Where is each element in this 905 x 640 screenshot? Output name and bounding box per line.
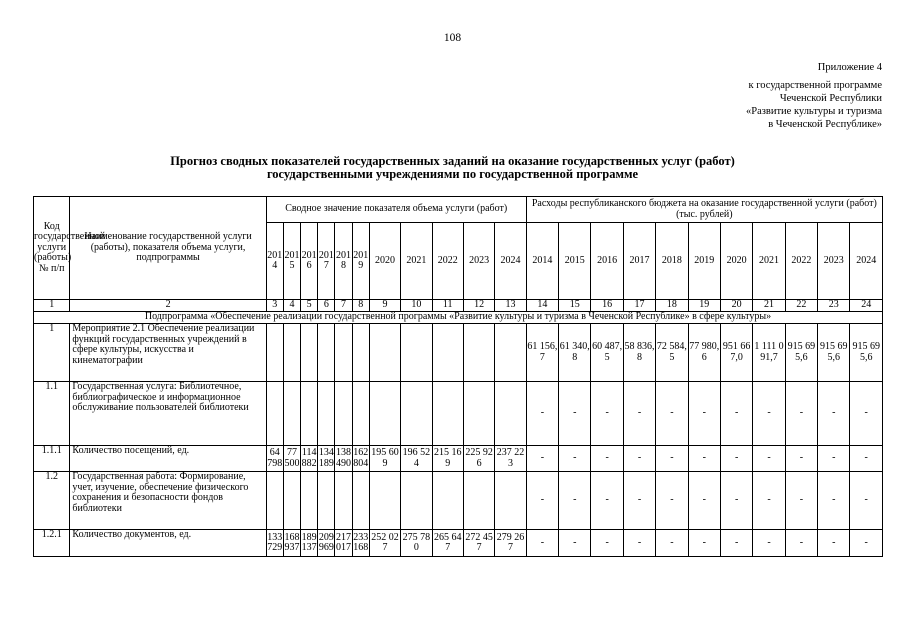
column-number: 4 bbox=[283, 300, 300, 312]
table-row bbox=[34, 446, 883, 472]
budget-cell: 58 836,8 bbox=[623, 324, 655, 382]
budget-cell: - bbox=[591, 446, 623, 472]
volume-cell bbox=[283, 324, 300, 382]
budget-cell: - bbox=[850, 472, 883, 530]
appendix-block bbox=[746, 61, 882, 131]
row-name: Количество посещений, ед. bbox=[70, 446, 266, 472]
volume-cell: 196 524 bbox=[401, 446, 432, 472]
volume-cell bbox=[352, 324, 369, 382]
volume-cell bbox=[318, 382, 335, 446]
budget-cell: - bbox=[753, 472, 785, 530]
volume-cell: 168 937 bbox=[283, 530, 300, 557]
volume-cell: 272 457 bbox=[463, 530, 494, 557]
volume-cell bbox=[266, 382, 283, 446]
volume-cell: 114 882 bbox=[301, 446, 318, 472]
volume-cell bbox=[283, 382, 300, 446]
appendix-line: к государственной программе bbox=[748, 80, 882, 91]
header-budget-year: 2022 bbox=[785, 223, 817, 300]
row-name: Государственная работа: Формирование, учет, изучение, обеспечение физического сохранения и безопасности фондов библиотеки bbox=[70, 472, 266, 530]
header-budget-year: 2023 bbox=[818, 223, 850, 300]
table-row bbox=[34, 530, 883, 557]
column-number: 2 bbox=[70, 300, 266, 312]
budget-cell: - bbox=[559, 446, 591, 472]
row-code: 1.2.1 bbox=[34, 530, 70, 557]
header-budget-year: 2018 bbox=[656, 223, 688, 300]
volume-cell: 209 969 bbox=[318, 530, 335, 557]
header-budget-year: 2016 bbox=[591, 223, 623, 300]
column-number: 6 bbox=[318, 300, 335, 312]
column-number: 21 bbox=[753, 300, 785, 312]
row-name: Мероприятие 2.1 Обеспечение реализации функций государственных учреждений в сфере культуры, искусства и кинематографии bbox=[70, 324, 266, 382]
volume-cell: 275 780 bbox=[401, 530, 432, 557]
volume-cell bbox=[495, 382, 526, 446]
budget-cell: - bbox=[850, 382, 883, 446]
column-number: 1 bbox=[34, 300, 70, 312]
budget-cell: - bbox=[753, 382, 785, 446]
budget-cell: - bbox=[656, 472, 688, 530]
volume-cell bbox=[318, 472, 335, 530]
header-budget-year: 2020 bbox=[720, 223, 752, 300]
budget-cell: - bbox=[753, 530, 785, 557]
volume-cell bbox=[301, 324, 318, 382]
header-volume-year: 2017 bbox=[318, 223, 335, 300]
budget-cell: - bbox=[559, 472, 591, 530]
budget-cell: - bbox=[688, 472, 720, 530]
volume-cell: 133 729 bbox=[266, 530, 283, 557]
appendix-title: Приложение 4 bbox=[817, 62, 882, 73]
document-title-line-1: Прогноз сводных показателей государственных заданий на оказание государственных услуг (работ) bbox=[170, 154, 735, 168]
column-number: 15 bbox=[559, 300, 591, 312]
budget-cell: 1 111 091,7 bbox=[753, 324, 785, 382]
volume-cell bbox=[369, 472, 400, 530]
row-code: 1.2 bbox=[34, 472, 70, 530]
column-number: 23 bbox=[818, 300, 850, 312]
column-number: 9 bbox=[369, 300, 400, 312]
volume-cell bbox=[318, 324, 335, 382]
budget-cell: - bbox=[526, 382, 558, 446]
subprogram-row bbox=[34, 312, 883, 324]
volume-cell bbox=[463, 324, 494, 382]
column-number: 16 bbox=[591, 300, 623, 312]
budget-cell: - bbox=[850, 530, 883, 557]
appendix-line: «Развитие культуры и туризма bbox=[745, 106, 882, 117]
volume-cell bbox=[266, 472, 283, 530]
volume-cell bbox=[432, 472, 463, 530]
volume-cell bbox=[401, 324, 432, 382]
budget-cell: - bbox=[818, 530, 850, 557]
volume-cell bbox=[352, 382, 369, 446]
volume-cell bbox=[352, 472, 369, 530]
header-volume-group: Сводное значение показателя объема услуги (работ) bbox=[266, 197, 526, 223]
volume-cell bbox=[495, 324, 526, 382]
volume-cell: 217 017 bbox=[335, 530, 352, 557]
volume-cell: 195 609 bbox=[369, 446, 400, 472]
budget-cell: - bbox=[785, 446, 817, 472]
volume-cell: 252 027 bbox=[369, 530, 400, 557]
budget-cell: - bbox=[688, 446, 720, 472]
budget-cell: - bbox=[720, 382, 752, 446]
budget-cell: - bbox=[720, 472, 752, 530]
volume-cell bbox=[401, 472, 432, 530]
budget-cell: - bbox=[818, 472, 850, 530]
budget-cell: 60 487,5 bbox=[591, 324, 623, 382]
table-row bbox=[34, 324, 883, 382]
appendix-line: Чеченской Республики bbox=[779, 93, 882, 104]
volume-cell bbox=[266, 324, 283, 382]
budget-cell: - bbox=[591, 530, 623, 557]
budget-cell: - bbox=[656, 530, 688, 557]
budget-cell: - bbox=[785, 382, 817, 446]
volume-cell bbox=[463, 472, 494, 530]
budget-cell: - bbox=[688, 530, 720, 557]
budget-cell: - bbox=[656, 382, 688, 446]
budget-cell: - bbox=[623, 472, 655, 530]
row-code: 1.1.1 bbox=[34, 446, 70, 472]
volume-cell: 134 189 bbox=[318, 446, 335, 472]
page-number: 108 bbox=[443, 32, 462, 44]
header-budget-year: 2015 bbox=[559, 223, 591, 300]
header-volume-year: 2022 bbox=[432, 223, 463, 300]
row-name: Государственная услуга: Библиотечное, библиографическое и информационное обслуживание пользователей библиотеки bbox=[70, 382, 266, 446]
budget-cell: - bbox=[720, 446, 752, 472]
budget-cell: - bbox=[656, 446, 688, 472]
budget-cell: - bbox=[526, 530, 558, 557]
header-code: Код государственной услуги (работы) № п/п bbox=[34, 197, 70, 300]
budget-cell: 72 584,5 bbox=[656, 324, 688, 382]
volume-cell: 233 168 bbox=[352, 530, 369, 557]
volume-cell bbox=[495, 472, 526, 530]
header-volume-year: 2016 bbox=[301, 223, 318, 300]
column-number: 19 bbox=[688, 300, 720, 312]
column-number: 18 bbox=[656, 300, 688, 312]
budget-cell: - bbox=[785, 530, 817, 557]
column-number: 8 bbox=[352, 300, 369, 312]
indicators-table bbox=[33, 196, 883, 557]
budget-cell: 61 156,7 bbox=[526, 324, 558, 382]
budget-cell: - bbox=[818, 382, 850, 446]
header-budget-group: Расходы республиканского бюджета на оказание государственной услуги (работ) (тыс. рублей) bbox=[526, 197, 882, 223]
header-budget-year: 2014 bbox=[526, 223, 558, 300]
volume-cell: 189 137 bbox=[301, 530, 318, 557]
budget-cell: - bbox=[526, 446, 558, 472]
column-number: 5 bbox=[301, 300, 318, 312]
volume-cell bbox=[335, 382, 352, 446]
column-number: 24 bbox=[850, 300, 883, 312]
volume-cell bbox=[335, 324, 352, 382]
header-volume-year: 2020 bbox=[369, 223, 400, 300]
column-number: 3 bbox=[266, 300, 283, 312]
column-number: 20 bbox=[720, 300, 752, 312]
row-code: 1.1 bbox=[34, 382, 70, 446]
column-number: 22 bbox=[785, 300, 817, 312]
volume-cell bbox=[301, 382, 318, 446]
budget-cell: - bbox=[753, 446, 785, 472]
budget-cell: - bbox=[720, 530, 752, 557]
header-volume-year: 2024 bbox=[495, 223, 526, 300]
budget-cell: - bbox=[623, 446, 655, 472]
budget-cell: - bbox=[591, 472, 623, 530]
header-volume-year: 2018 bbox=[335, 223, 352, 300]
header-budget-year: 2017 bbox=[623, 223, 655, 300]
budget-cell: 915 695,6 bbox=[850, 324, 883, 382]
budget-cell: 951 667,0 bbox=[720, 324, 752, 382]
budget-cell: - bbox=[559, 382, 591, 446]
volume-cell: 265 647 bbox=[432, 530, 463, 557]
budget-cell: 915 695,6 bbox=[785, 324, 817, 382]
header-budget-year: 2019 bbox=[688, 223, 720, 300]
volume-cell: 138 490 bbox=[335, 446, 352, 472]
volume-cell: 225 926 bbox=[463, 446, 494, 472]
budget-cell: - bbox=[785, 472, 817, 530]
volume-cell: 162 804 bbox=[352, 446, 369, 472]
table-row bbox=[34, 472, 883, 530]
budget-cell: 77 980,6 bbox=[688, 324, 720, 382]
appendix-line: в Чеченской Республике» bbox=[768, 119, 882, 130]
column-number: 11 bbox=[432, 300, 463, 312]
volume-cell bbox=[401, 382, 432, 446]
table-row bbox=[34, 382, 883, 446]
header-volume-year: 2015 bbox=[283, 223, 300, 300]
budget-cell: - bbox=[623, 382, 655, 446]
budget-cell: - bbox=[623, 530, 655, 557]
volume-cell: 64 798 bbox=[266, 446, 283, 472]
document-title-line-2: государственными учреждениями по государственной программе bbox=[266, 167, 639, 181]
volume-cell bbox=[301, 472, 318, 530]
subprogram-title: Подпрограмма «Обеспечение реализации государственной программы «Развитие культуры и туризма в Чеченской Республике» в сфере культуры» bbox=[34, 312, 883, 324]
budget-cell: - bbox=[818, 446, 850, 472]
volume-cell bbox=[335, 472, 352, 530]
budget-cell: - bbox=[559, 530, 591, 557]
volume-cell bbox=[463, 382, 494, 446]
budget-cell: - bbox=[591, 382, 623, 446]
budget-cell: - bbox=[526, 472, 558, 530]
header-volume-year: 2014 bbox=[266, 223, 283, 300]
volume-cell bbox=[369, 382, 400, 446]
volume-cell: 215 169 bbox=[432, 446, 463, 472]
header-budget-year: 2024 bbox=[850, 223, 883, 300]
column-number: 12 bbox=[463, 300, 494, 312]
budget-cell: 61 340,8 bbox=[559, 324, 591, 382]
volume-cell bbox=[369, 324, 400, 382]
budget-cell: - bbox=[688, 382, 720, 446]
header-volume-year: 2023 bbox=[463, 223, 494, 300]
header-volume-year: 2019 bbox=[352, 223, 369, 300]
volume-cell: 279 267 bbox=[495, 530, 526, 557]
column-number: 17 bbox=[623, 300, 655, 312]
header-name: Наименование государственной услуги (работы), показателя объема услуги, подпрограммы bbox=[70, 197, 266, 300]
row-code: 1 bbox=[34, 324, 70, 382]
budget-cell: - bbox=[850, 446, 883, 472]
column-number: 10 bbox=[401, 300, 432, 312]
volume-cell bbox=[432, 324, 463, 382]
column-number: 7 bbox=[335, 300, 352, 312]
row-name: Количество документов, ед. bbox=[70, 530, 266, 557]
column-number: 13 bbox=[495, 300, 526, 312]
volume-cell: 77 500 bbox=[283, 446, 300, 472]
volume-cell: 237 223 bbox=[495, 446, 526, 472]
budget-cell: 915 695,6 bbox=[818, 324, 850, 382]
header-volume-year: 2021 bbox=[401, 223, 432, 300]
document-title bbox=[60, 155, 845, 181]
header-budget-year: 2021 bbox=[753, 223, 785, 300]
volume-cell bbox=[432, 382, 463, 446]
column-number: 14 bbox=[526, 300, 558, 312]
volume-cell bbox=[283, 472, 300, 530]
